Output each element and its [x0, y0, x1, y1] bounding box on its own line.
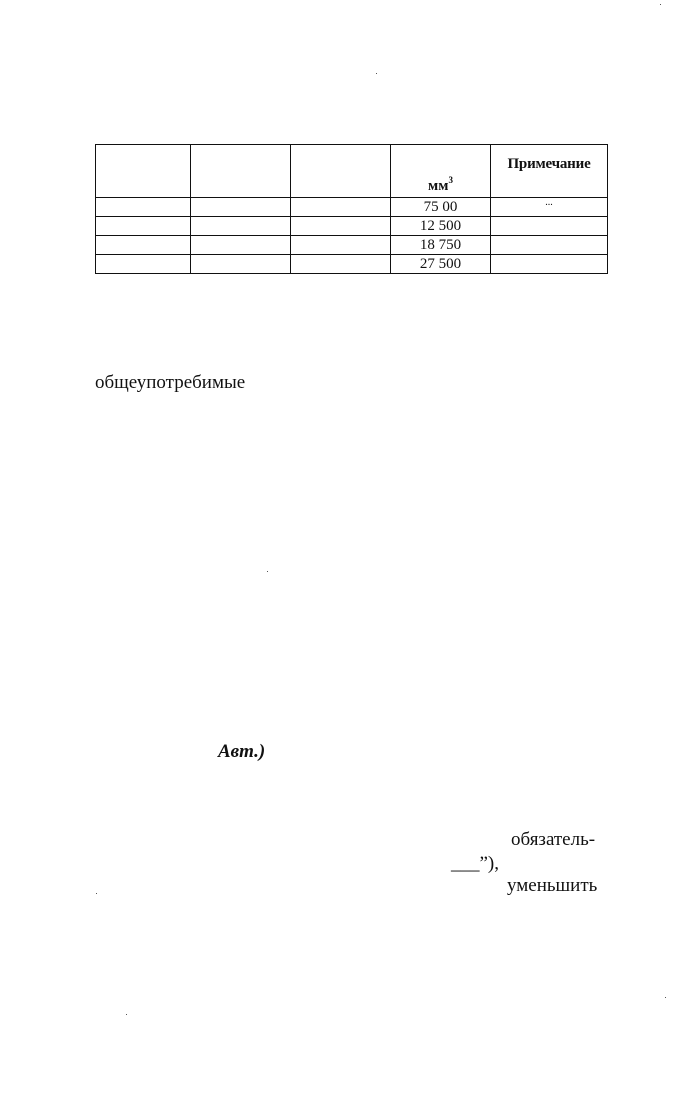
table-row	[96, 198, 608, 217]
value-cell: 18 750	[391, 236, 491, 255]
table-cell	[96, 255, 191, 274]
note-cell: ...	[491, 198, 608, 217]
scan-speck	[660, 4, 661, 5]
value-cell: 75 00	[391, 198, 491, 217]
value-cell: 12 500	[391, 217, 491, 236]
word-reduce: уменьшить	[507, 875, 598, 896]
table-cell	[191, 236, 291, 255]
scan-speck	[126, 1014, 127, 1015]
header-note-cell: Примечание	[491, 145, 608, 198]
header-cell	[96, 145, 191, 198]
table-cell	[291, 236, 391, 255]
note-cell	[491, 217, 608, 236]
value-cell: 27 500	[391, 255, 491, 274]
note-cell	[491, 255, 608, 274]
table-cell	[291, 255, 391, 274]
data-table	[95, 144, 608, 274]
header-cell	[191, 145, 291, 198]
scan-speck	[376, 73, 377, 74]
scan-speck	[96, 893, 97, 894]
table-cell	[291, 217, 391, 236]
table-cell	[191, 217, 291, 236]
blank-quote: ___”),	[451, 853, 500, 874]
table-cell	[96, 217, 191, 236]
table-row	[96, 236, 608, 255]
table-cell	[96, 236, 191, 255]
header-cell	[291, 145, 391, 198]
scan-speck	[267, 571, 268, 572]
scan-speck	[665, 997, 666, 998]
table-cell	[191, 198, 291, 217]
table-cell	[96, 198, 191, 217]
header-unit-cell	[391, 145, 491, 198]
word-obligatory: обязатель-	[511, 829, 596, 850]
table-row	[96, 217, 608, 236]
word-common: общеупотребимые	[95, 372, 246, 393]
table-cell	[291, 198, 391, 217]
unit-label: мм	[428, 178, 449, 194]
note-cell	[491, 236, 608, 255]
table-header-row	[96, 145, 608, 198]
unit-exponent: 3	[448, 175, 453, 185]
author-note: Авт.)	[218, 741, 266, 762]
table-row	[96, 255, 608, 274]
table-cell	[191, 255, 291, 274]
